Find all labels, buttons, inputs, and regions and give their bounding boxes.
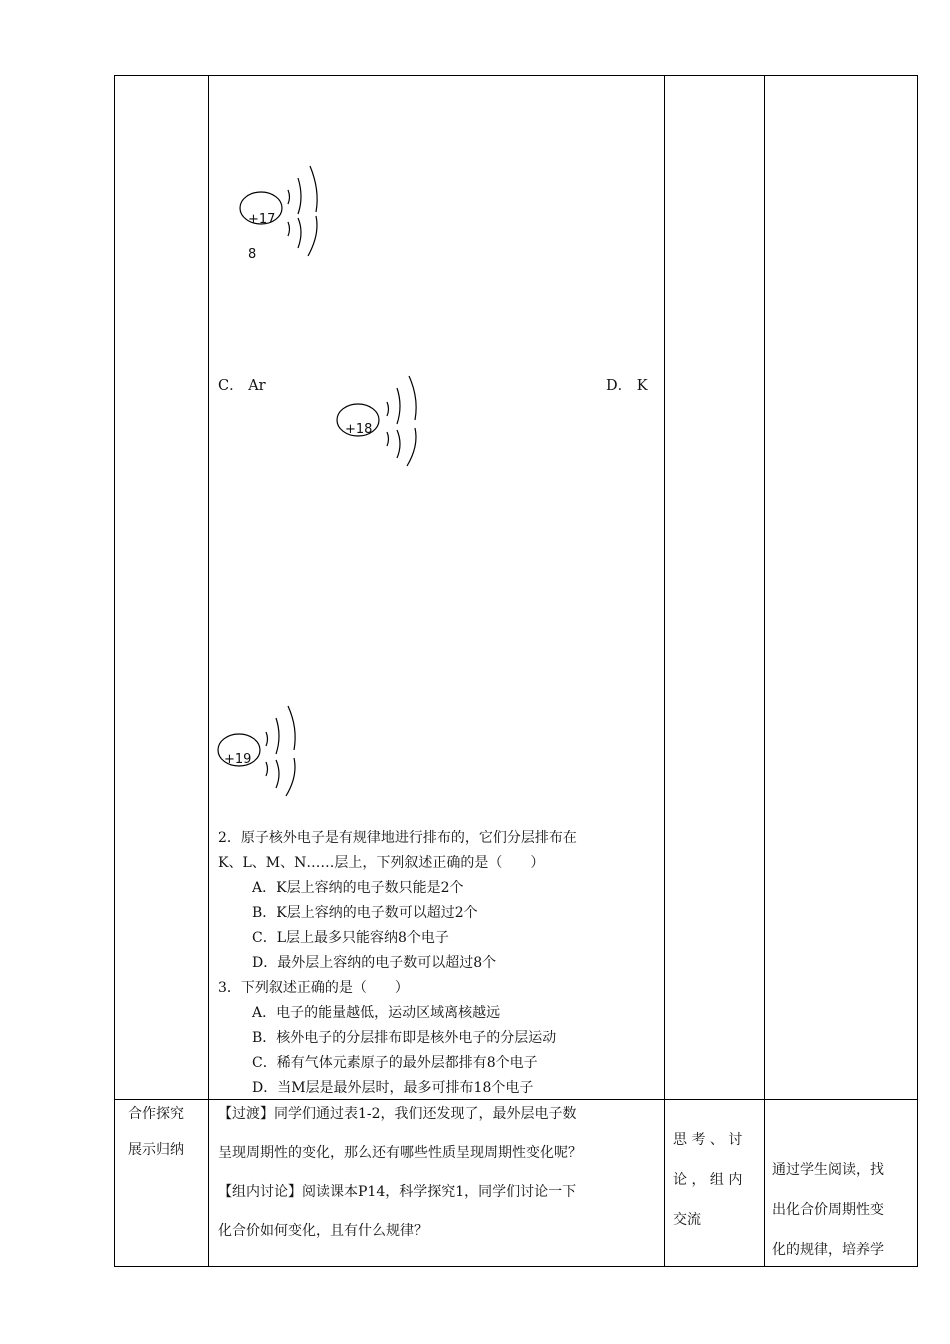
q3-option-c: C．稀有气体元素原子的最外层都排有8个电子 bbox=[252, 1055, 538, 1071]
q2-option-a: A．K层上容纳的电子数只能是2个 bbox=[252, 880, 464, 896]
student-activity-line3: 交流 bbox=[673, 1212, 701, 1228]
atom-diagram-19 bbox=[216, 704, 316, 804]
q2-stem-line1: 2．原子核外电子是有规律地进行排布的，它们分层排布在 bbox=[218, 830, 577, 846]
table-border-right bbox=[917, 75, 918, 1267]
q3-option-b: B．核外电子的分层排布即是核外电子的分层运动 bbox=[252, 1030, 557, 1046]
table-border-top bbox=[114, 75, 918, 76]
nucleus-charge-17: +17 bbox=[248, 212, 276, 227]
section-content-line4: 化合价如何变化，且有什么规律？ bbox=[218, 1223, 428, 1239]
student-activity-line2: 论 ， 组 内 bbox=[673, 1172, 743, 1188]
section-content-line1: 【过渡】同学们通过表1-2，我们还发现了，最外层电子数 bbox=[218, 1106, 577, 1122]
shell-label: 8 bbox=[248, 247, 257, 262]
option-d-k: D． K bbox=[606, 378, 648, 394]
table-border-left bbox=[114, 75, 115, 1267]
q3-stem: 3．下列叙述正确的是（ ） bbox=[218, 980, 409, 996]
table-divider-3 bbox=[764, 75, 765, 1267]
design-intent-line3: 化的规律，培养学 bbox=[772, 1242, 884, 1258]
q2-stem-line2: K、L、M、N……层上，下列叙述正确的是（ ） bbox=[218, 855, 545, 871]
q2-option-b: B．K层上容纳的电子数可以超过2个 bbox=[252, 905, 478, 921]
section-content-line3: 【组内讨论】阅读课本P14，科学探究1，同学们讨论一下 bbox=[218, 1184, 577, 1200]
design-intent-line2: 出化合价周期性变 bbox=[772, 1202, 884, 1218]
section-content-line2: 呈现周期性的变化，那么还有哪些性质呈现周期性变化呢？ bbox=[218, 1145, 582, 1161]
table-border-bottom bbox=[114, 1266, 918, 1267]
q2-option-c: C．L层上最多只能容纳8个电子 bbox=[252, 930, 449, 946]
q2-option-d: D．最外层上容纳的电子数可以超过8个 bbox=[252, 955, 497, 971]
student-activity-line1: 思 考 、 讨 bbox=[673, 1132, 743, 1148]
nucleus-charge-19: +19 bbox=[224, 752, 252, 767]
table-divider-2 bbox=[664, 75, 665, 1267]
section-label-line1: 合作探究 bbox=[128, 1106, 184, 1122]
design-intent-line1: 通过学生阅读，找 bbox=[772, 1162, 884, 1178]
atom-shells-17 bbox=[238, 160, 338, 260]
atom-diagram-18 bbox=[335, 372, 435, 472]
atom-diagram-17 bbox=[238, 160, 338, 260]
q3-option-d: D．当M层是最外层时，最多可排布18个电子 bbox=[252, 1080, 534, 1096]
table-divider-1 bbox=[208, 75, 209, 1267]
nucleus-charge-18: +18 bbox=[345, 422, 373, 437]
q3-option-a: A．电子的能量越低，运动区域离核越远 bbox=[252, 1005, 501, 1021]
section-label-line2: 展示归纳 bbox=[128, 1142, 184, 1158]
option-c-ar: C． Ar bbox=[218, 378, 266, 394]
